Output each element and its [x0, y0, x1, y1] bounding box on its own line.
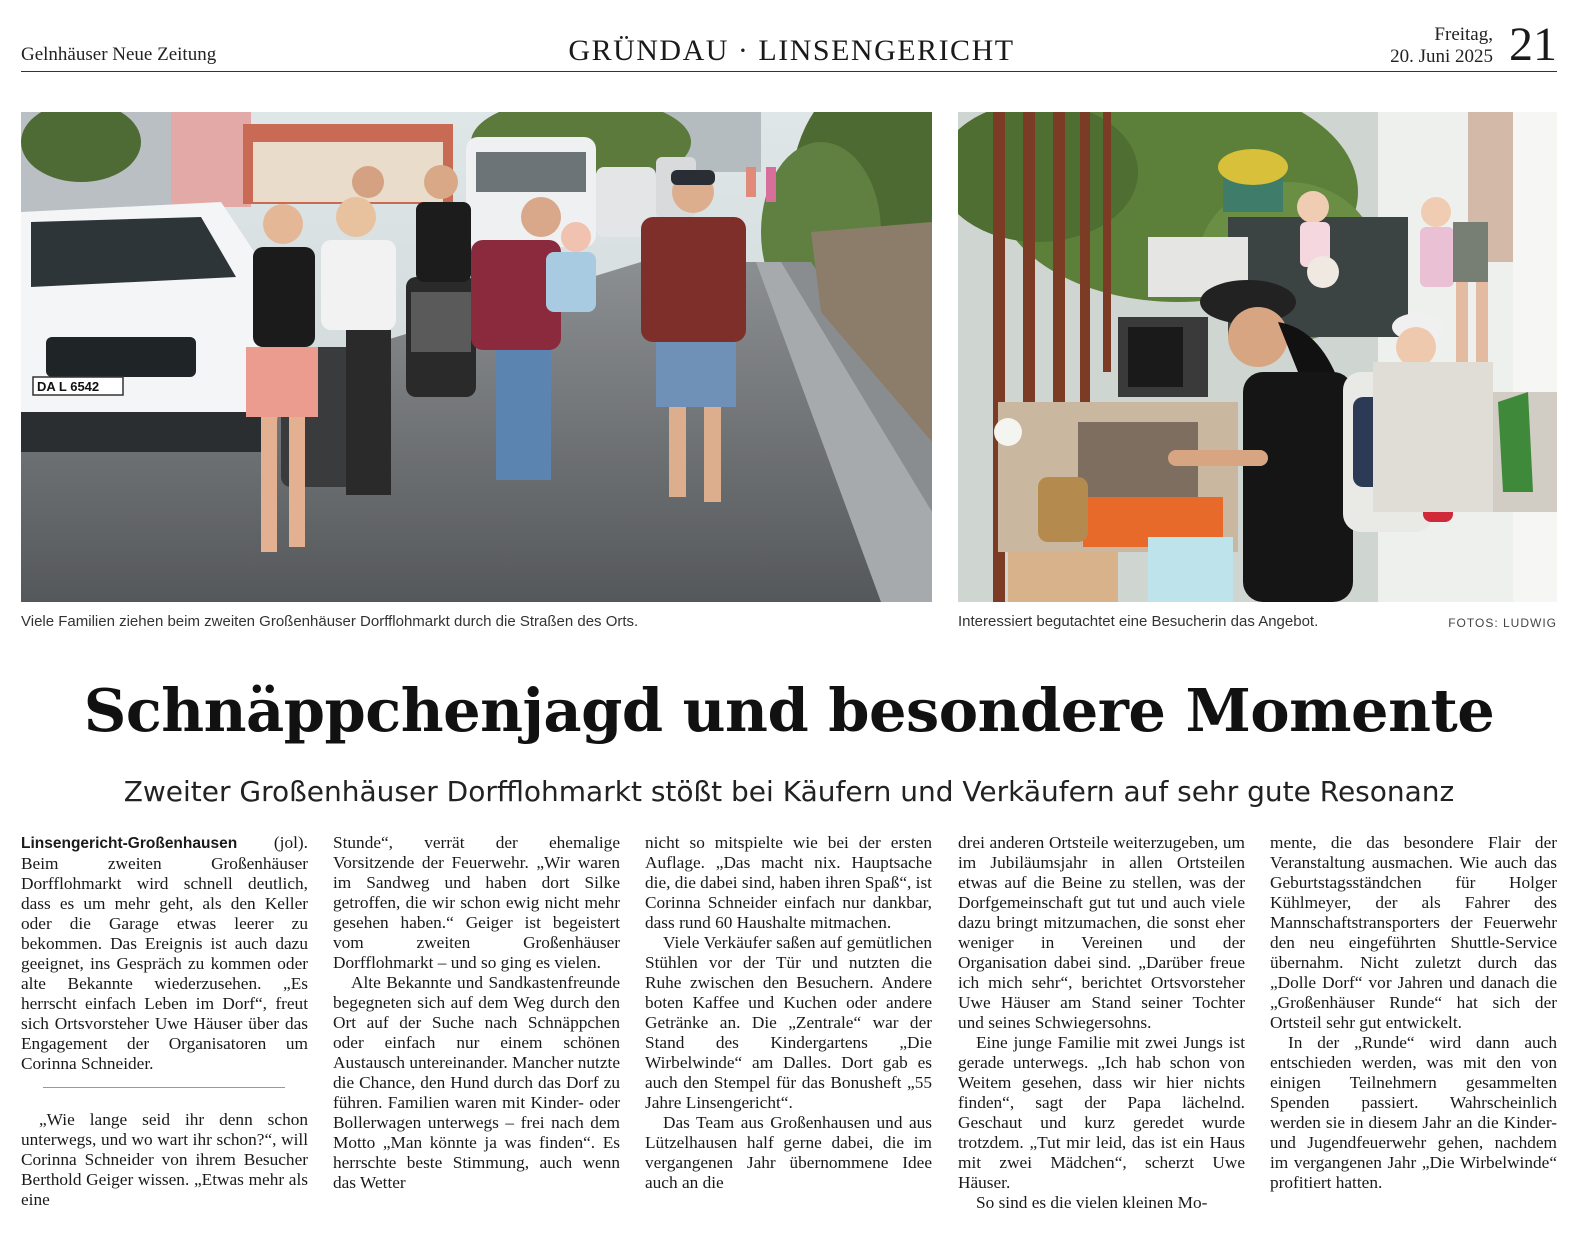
- issue-date-text: 20. Juni 2025: [1390, 46, 1493, 67]
- photo-credit: FOTOS: LUDWIG: [1448, 616, 1557, 630]
- article-paragraph: Alte Bekannte und Sandkastenfreunde begegneten sich auf dem Weg durch den Ort auf der Suche nach Schnäppchen oder einfach nur einem schönen Austausch untereinander. Mancher nutzte die Chance, den Hund durch das Dorf zu führen. Familien waren mit Kinder- oder Bollerwagen unterwegs – frei nach dem Motto „Man könnte ja was finden“. Es herrschte beste Stimmung, auch wenn das Wetter: [333, 973, 620, 1192]
- article-paragraph: [21, 833, 308, 1074]
- article-column-3: [645, 833, 932, 1193]
- article-paragraph: Stunde“, verrät der ehemalige Vorsitzende der Feuerwehr. „Wir waren im Sandweg und haben dort Silke getroffen, die wir schon ewig nicht mehr gesehen haben.“ Geiger ist begeistert vom zweiten Großenhäuser Dorfflohmarkt – und so ging es vielen.: [333, 833, 620, 972]
- section-title: GRÜNDAU · LINSENGERICHT: [568, 34, 1015, 67]
- article-paragraph: In der „Runde“ wird dann auch entschieden werden, was mit den von einigen Teilnehmern gesammelten Spenden passiert. Wahrscheinlich werden sie in diesem Jahr an die Kinder- und Jugendfeuerwehr gehen, nachdem im vergangenen Jahr „Die Wirbelwinde“ profitiert hatten.: [1270, 1033, 1557, 1192]
- article-paragraph: Viele Verkäufer saßen auf gemütlichen Stühlen vor der Tür und nutzten die Ruhe zwischen den Besuchern. Andere boten Kaffee und Kuchen oder andere Getränke an. Die „Zentrale“ war der Stand des Kindergartens „Die Wirbelwinde“ am Dalles. Dort gab es auch den Stempel für das Bonusheft „55 Jahre Linsengericht“.: [645, 933, 932, 1112]
- article-paragraph: drei anderen Ortsteile weiterzugeben, um im Jubiläumsjahr in allen Ortsteilen etwas auf die Beine zu stellen, was der Dorfgemeinschaft gut tut und auch viele dazu bringt mitzumachen, die sonst eher weniger in Vereinen und der Organisation dabei sind. „Darüber freue ich mich sehr“, berichtet Ortsvorsteher Uwe Häuser am Stand seiner Tochter und seines Schwiegersohns.: [958, 833, 1245, 1032]
- article-column-1: [21, 833, 308, 1210]
- issue-weekday: Freitag,: [1434, 24, 1493, 45]
- photo-visitor-stall: [958, 112, 1557, 602]
- article-paragraph: So sind es die vielen kleinen Mo-: [976, 1193, 1208, 1212]
- article-dateline: Linsengericht-Großenhausen: [21, 835, 238, 852]
- article-paragraph: „Wie lange seid ihr denn schon unterwegs, und wo wart ihr schon?“, will Corinna Schneider von ihrem Besucher Berthold Geiger wissen. „Etwas mehr als eine: [21, 1110, 308, 1209]
- photo-families-street-image: [21, 112, 932, 602]
- photo-families-street: [21, 112, 932, 602]
- article-column-4: [958, 833, 1245, 1213]
- photo-caption-left: Viele Familien ziehen beim zweiten Großenhäuser Dorfflohmarkt durch die Straßen des Orts.: [21, 613, 639, 630]
- article-paragraph: Das Team aus Großenhausen und aus Lützelhausen half gerne dabei, die im vergangenen Jahr übernommene Idee auch an die: [645, 1113, 932, 1192]
- article-paragraph: Eine junge Familie mit zwei Jungs ist gerade unterwegs. „Ich hab schon von Weitem gesehen, dass wir hier nichts finden“, sagt der Papa lächelnd. Geschaut und kurz geredet wurde trotzdem. „Tut mir leid, das ist ein Haus mit zwei Mädchen“, scherzt Uwe Häuser.: [958, 1033, 1245, 1192]
- column-divider: [43, 1087, 285, 1088]
- photo-caption-right: Interessiert begutachtet eine Besucherin das Angebot.: [958, 613, 1319, 630]
- article-paragraph: mente, die das besondere Flair der Veranstaltung ausmachen. Wie auch das Geburtstagsständchen für Holger Kühlmeyer, der als Fahrer des Mannschaftstransporters der Feuerwehr den neu eingeführten Shuttle-Service übernahm. Nicht zuletzt durch das „Dolle Dorf“ vor Jahren und danach die „Großenhäuser Runde“ hat sich der Ortsteil sehr gut entwickelt.: [1270, 833, 1557, 1032]
- article-column-5: [1270, 833, 1557, 1193]
- article-headline: Schnäppchenjagd und besondere Momente: [83, 676, 1495, 745]
- article-paragraph: nicht so mitspielte wie bei der ersten Auflage. „Das macht nix. Hauptsache die, die dabei sind, haben ihren Spaß“, ist Corinna Schneider einfach nur dankbar, dass rund 60 Haushalte mitmachen.: [645, 833, 932, 932]
- license-plate-text: DA L 6542: [37, 379, 100, 394]
- article-column-2: [333, 833, 620, 1193]
- article-subheadline: Zweiter Großenhäuser Dorfflohmarkt stößt bei Käufern und Verkäufern auf sehr gute Resonanz: [123, 775, 1455, 808]
- issue-date: [1390, 24, 1493, 68]
- header-rule: [21, 71, 1557, 72]
- article-text: (jol). Beim zweiten Großenhäuser Dorfflohmarkt wird schnell deutlich, dass es um mehr geht, als den Keller oder die Garage etwas leerer zu bekommen. Das Ereignis ist auch dazu geeignet, ins Gespräch zu kommen oder alte Bekannte wiederzusehen. „Es herrscht einfach Leben im Dorf“, freut sich Ortsvorsteher Uwe Häuser über das Engagement der Organisatoren um Corinna Schneider.: [21, 833, 308, 1073]
- newspaper-name: Gelnhäuser Neue Zeitung: [21, 44, 217, 65]
- photo-visitor-stall-image: [958, 112, 1557, 602]
- page-number: 21: [1509, 18, 1557, 71]
